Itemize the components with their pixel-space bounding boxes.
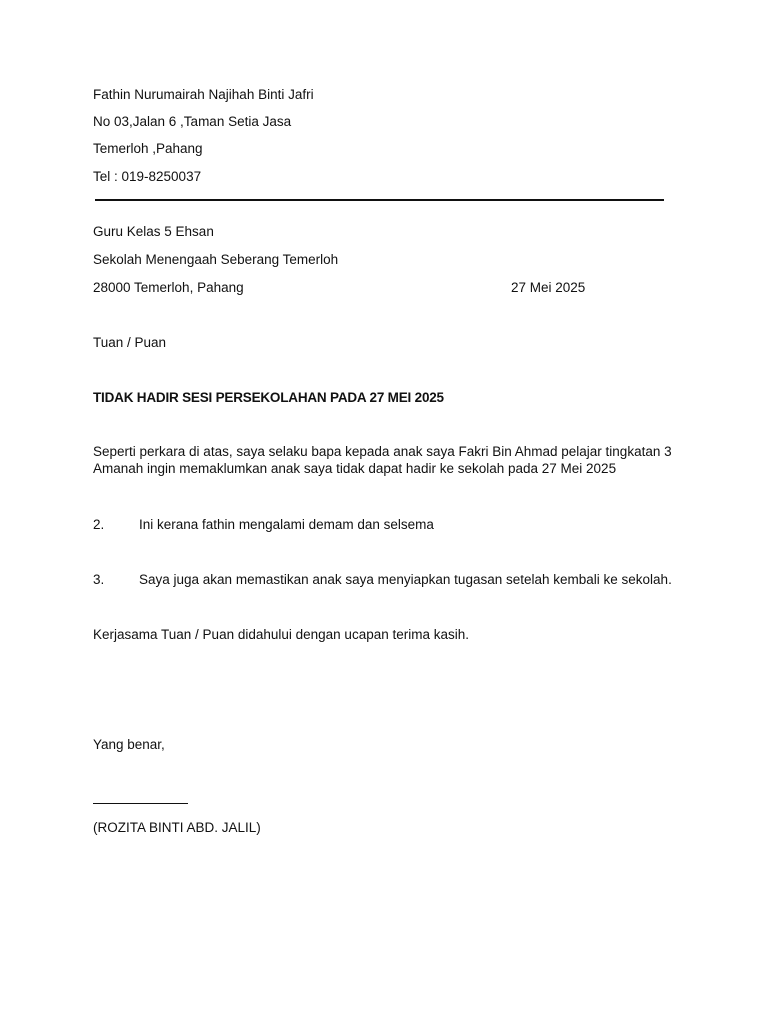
sender-phone: Tel : 019-8250037 (93, 169, 202, 184)
recipient-school: Sekolah Menengaah Seberang Temerloh (93, 252, 339, 267)
paragraph-1-line-2: Amanah ingin memaklumkan anak saya tidak dapat hadir ke sekolah pada 27 Mei 2025 (93, 461, 617, 476)
sender-name: Fathin Nurumairah Najihah Binti Jafri (93, 87, 314, 102)
sender-address-line-1: No 03,Jalan 6 ,Taman Setia Jasa (93, 114, 292, 129)
salutation: Tuan / Puan (93, 335, 167, 350)
signature-line (93, 803, 188, 804)
paragraph-3-number: 3. (93, 572, 105, 587)
sign-off: Yang benar, (93, 737, 165, 752)
recipient-title: Guru Kelas 5 Ehsan (93, 224, 214, 239)
closing-paragraph: Kerjasama Tuan / Puan didahului dengan ucapan terima kasih. (93, 627, 469, 642)
sender-address-line-2: Temerloh ,Pahang (93, 141, 203, 156)
recipient-address: 28000 Temerloh, Pahang (93, 280, 244, 295)
signatory-name: (ROZITA BINTI ABD. JALIL) (93, 820, 261, 835)
paragraph-1-line-1: Seperti perkara di atas, saya selaku bapa kepada anak saya Fakri Bin Ahmad pelajar tingkatan 3 (93, 444, 672, 459)
paragraph-2-number: 2. (93, 517, 105, 532)
paragraph-2-text: Ini kerana fathin mengalami demam dan selsema (139, 517, 434, 532)
letter-date: 27 Mei 2025 (511, 280, 586, 295)
paragraph-3-text: Saya juga akan memastikan anak saya menyiapkan tugasan setelah kembali ke sekolah. (139, 572, 672, 587)
header-divider (95, 199, 664, 201)
subject-heading: TIDAK HADIR SESI PERSEKOLAHAN PADA 27 MEI 2025 (93, 390, 444, 405)
